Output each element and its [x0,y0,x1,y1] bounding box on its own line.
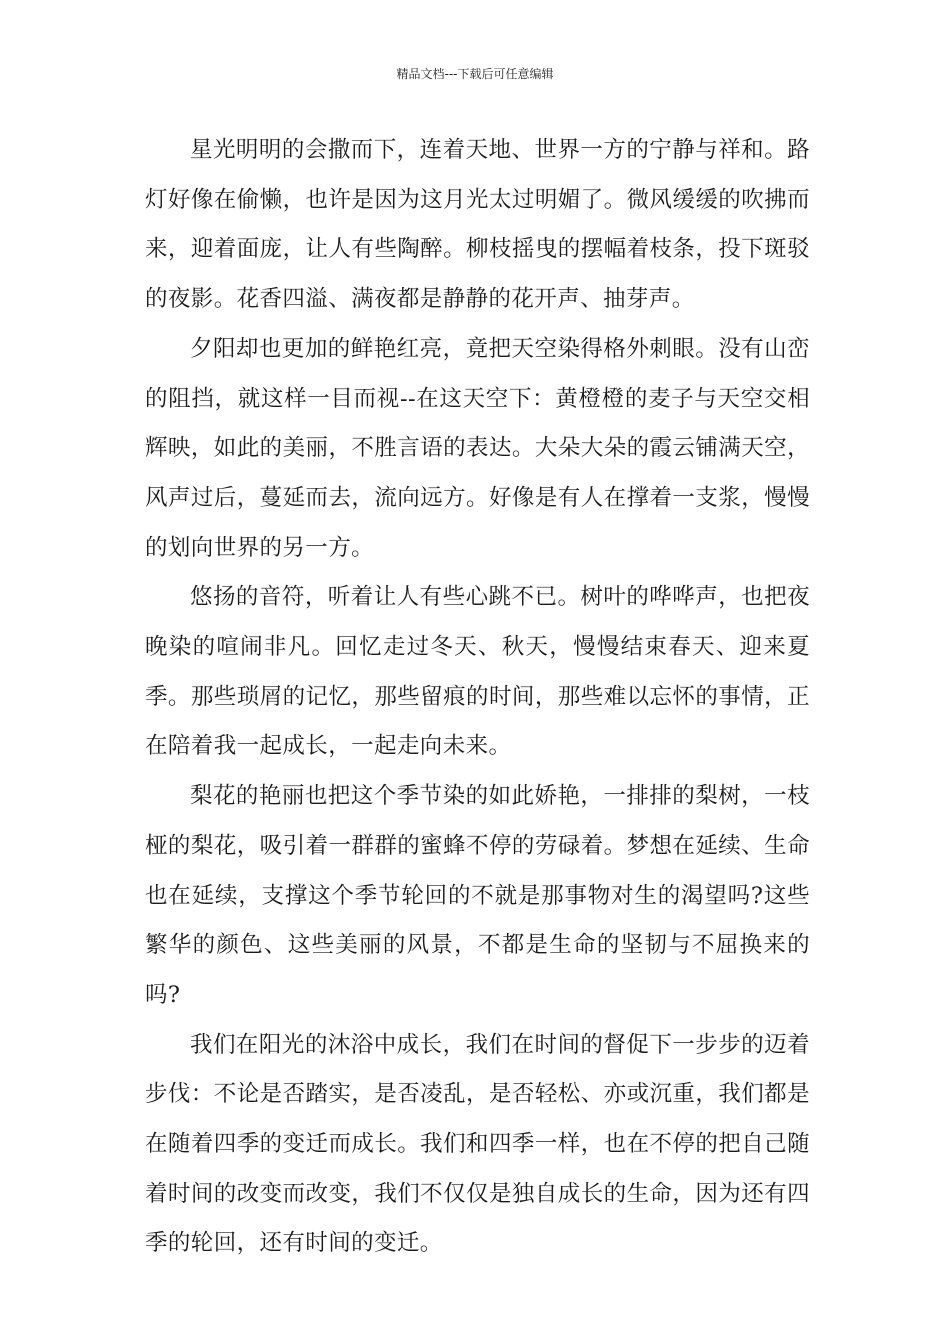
paragraph-1: 星光明明的会撒而下，连着天地、世界一方的宁静与祥和。路灯好像在偷懒，也许是因为这月光太过明媚了。微风缓缓的吹拂而来，迎着面庞，让人有些陶醉。柳枝摇曳的摆幅着枝条，投下斑驳的夜影。花香四溢、满夜都是静静的花开声、抽芽声。 [145,137,810,313]
paragraph-4: 梨花的艳丽也把这个季节染的如此娇艳，一排排的梨树，一枝桠的梨花，吸引着一群群的蜜蜂不停的劳碌着。梦想在延续、生命也在延续，支撑这个季节轮回的不就是那事物对生的渴望吗?这些繁华的颜色、这些美丽的风景，不都是生命的坚韧与不屈换来的吗? [145,783,810,1008]
paragraph-3: 悠扬的音符，听着让人有些心跳不已。树叶的哗哗声，也把夜晚染的喧闹非凡。回忆走过冬天、秋天，慢慢结束春天、迎来夏季。那些琐屑的记忆，那些留痕的时间，那些难以忘怀的事情，正在陪着我一起成长，一起走向未来。 [145,584,810,760]
paragraph-5: 我们在阳光的沐浴中成长，我们在时间的督促下一步步的迈着步伐：不论是否踏实，是否凌乱，是否轻松、亦或沉重，我们都是在随着四季的变迁而成长。我们和四季一样，也在不停的把自己随着时间的改变而改变，我们不仅仅是独自成长的生命，因为还有四季的轮回，还有时间的变迁。 [145,1031,810,1257]
document-body [145,126,810,1269]
page-header: 精品文档---下载后可任意编辑 [396,67,554,81]
paragraph-2: 夕阳却也更加的鲜艳红亮，竟把天空染得格外刺眼。没有山峦的阻挡，就这样一目而视--在这天空下：黄橙橙的麦子与天空交相辉映，如此的美丽，不胜言语的表达。大朵大朵的霞云铺满天空，风声过后，蔓延而去，流向远方。好像是有人在撑着一支浆，慢慢的划向世界的另一方。 [145,335,810,561]
